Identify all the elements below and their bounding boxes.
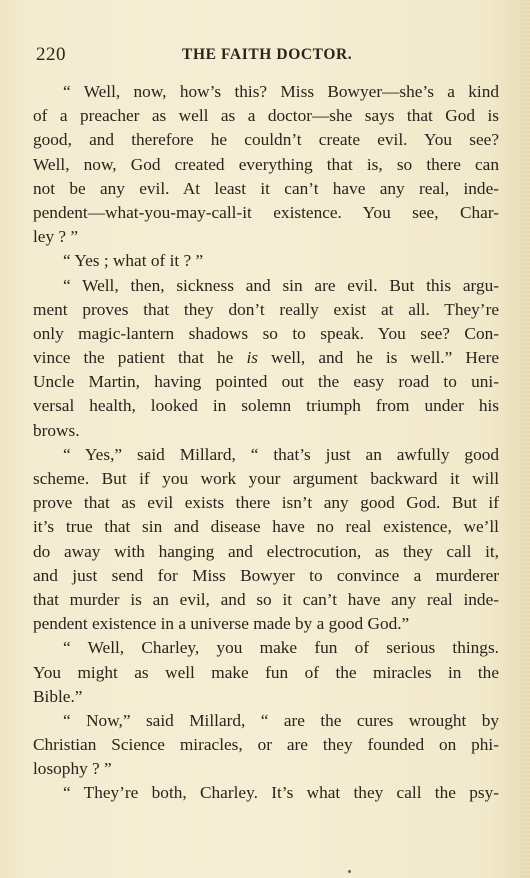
text-line: ley ? ”: [33, 227, 79, 247]
text-line: of a preacher as well as a doctor—she says that God is: [33, 106, 499, 126]
text-line: not be any evil. At least it can’t have any real, inde-: [33, 178, 499, 198]
text-line: “ Yes ; what of it ? ”: [63, 251, 204, 271]
page-edge-shading: [520, 0, 530, 878]
text-line: only magic-lantern shadows so to speak. You see? Con-: [33, 323, 499, 343]
text-line: prove that as evil exists there isn’t any good God. But if: [33, 493, 499, 513]
text-line: “ Well, then, sickness and sin are evil. But this argu-: [63, 275, 499, 295]
ink-speck: [348, 870, 351, 873]
text-line: “ Now,” said Millard, “ are the cures wrought by: [63, 710, 499, 730]
text-line: “ Well, now, how’s this? Miss Bowyer—she’s a kind: [63, 82, 499, 101]
text-line: Uncle Martin, having pointed out the easy road to uni-: [33, 372, 499, 392]
text-line: You might as well make fun of the miracles in the: [33, 662, 499, 682]
page-number: 220: [36, 44, 66, 65]
text-line: “ They’re both, Charley. It’s what they call the psy-: [63, 783, 499, 803]
body-text: [33, 80, 499, 806]
text-line: good, and therefore he couldn’t create evil. You see?: [33, 130, 499, 150]
text-line: brows.: [33, 420, 80, 440]
text-line: versal health, looked in solemn triumph from under his: [33, 396, 499, 416]
text-line: pendent—what-you-may-call-it existence. You see, Char-: [33, 202, 499, 222]
text-line: and just send for Miss Bowyer to convince a murderer: [33, 565, 499, 585]
text-line: Bible.”: [33, 686, 83, 706]
text-line: “ Yes,” said Millard, “ that’s just an awfully good: [63, 444, 499, 464]
running-head: THE FAITH DOCTOR.: [182, 46, 353, 63]
text-line: do away with hanging and electrocution, as they call it,: [33, 541, 499, 561]
text-line: pendent existence in a universe made by a good God.”: [33, 614, 410, 634]
text-line: Well, now, God created everything that is, so there can: [33, 154, 499, 174]
text-line: it’s true that sin and disease have no real existence, we’ll: [33, 517, 499, 537]
page-header: [36, 44, 496, 68]
emphasis: is: [246, 348, 258, 368]
text-line: that murder is an evil, and so it can’t have any real inde-: [33, 589, 499, 609]
text-line: ment proves that they don’t really exist at all. They’re: [33, 299, 499, 319]
text-line: Christian Science miracles, or are they founded on phi-: [33, 735, 499, 755]
text-line: “ Well, Charley, you make fun of serious things.: [63, 638, 499, 658]
text-line: vince the patient that he is well, and he is well.” Here: [33, 348, 499, 368]
text-line: losophy ? ”: [33, 759, 112, 779]
text-line: scheme. But if you work your argument backward it will: [33, 469, 499, 488]
